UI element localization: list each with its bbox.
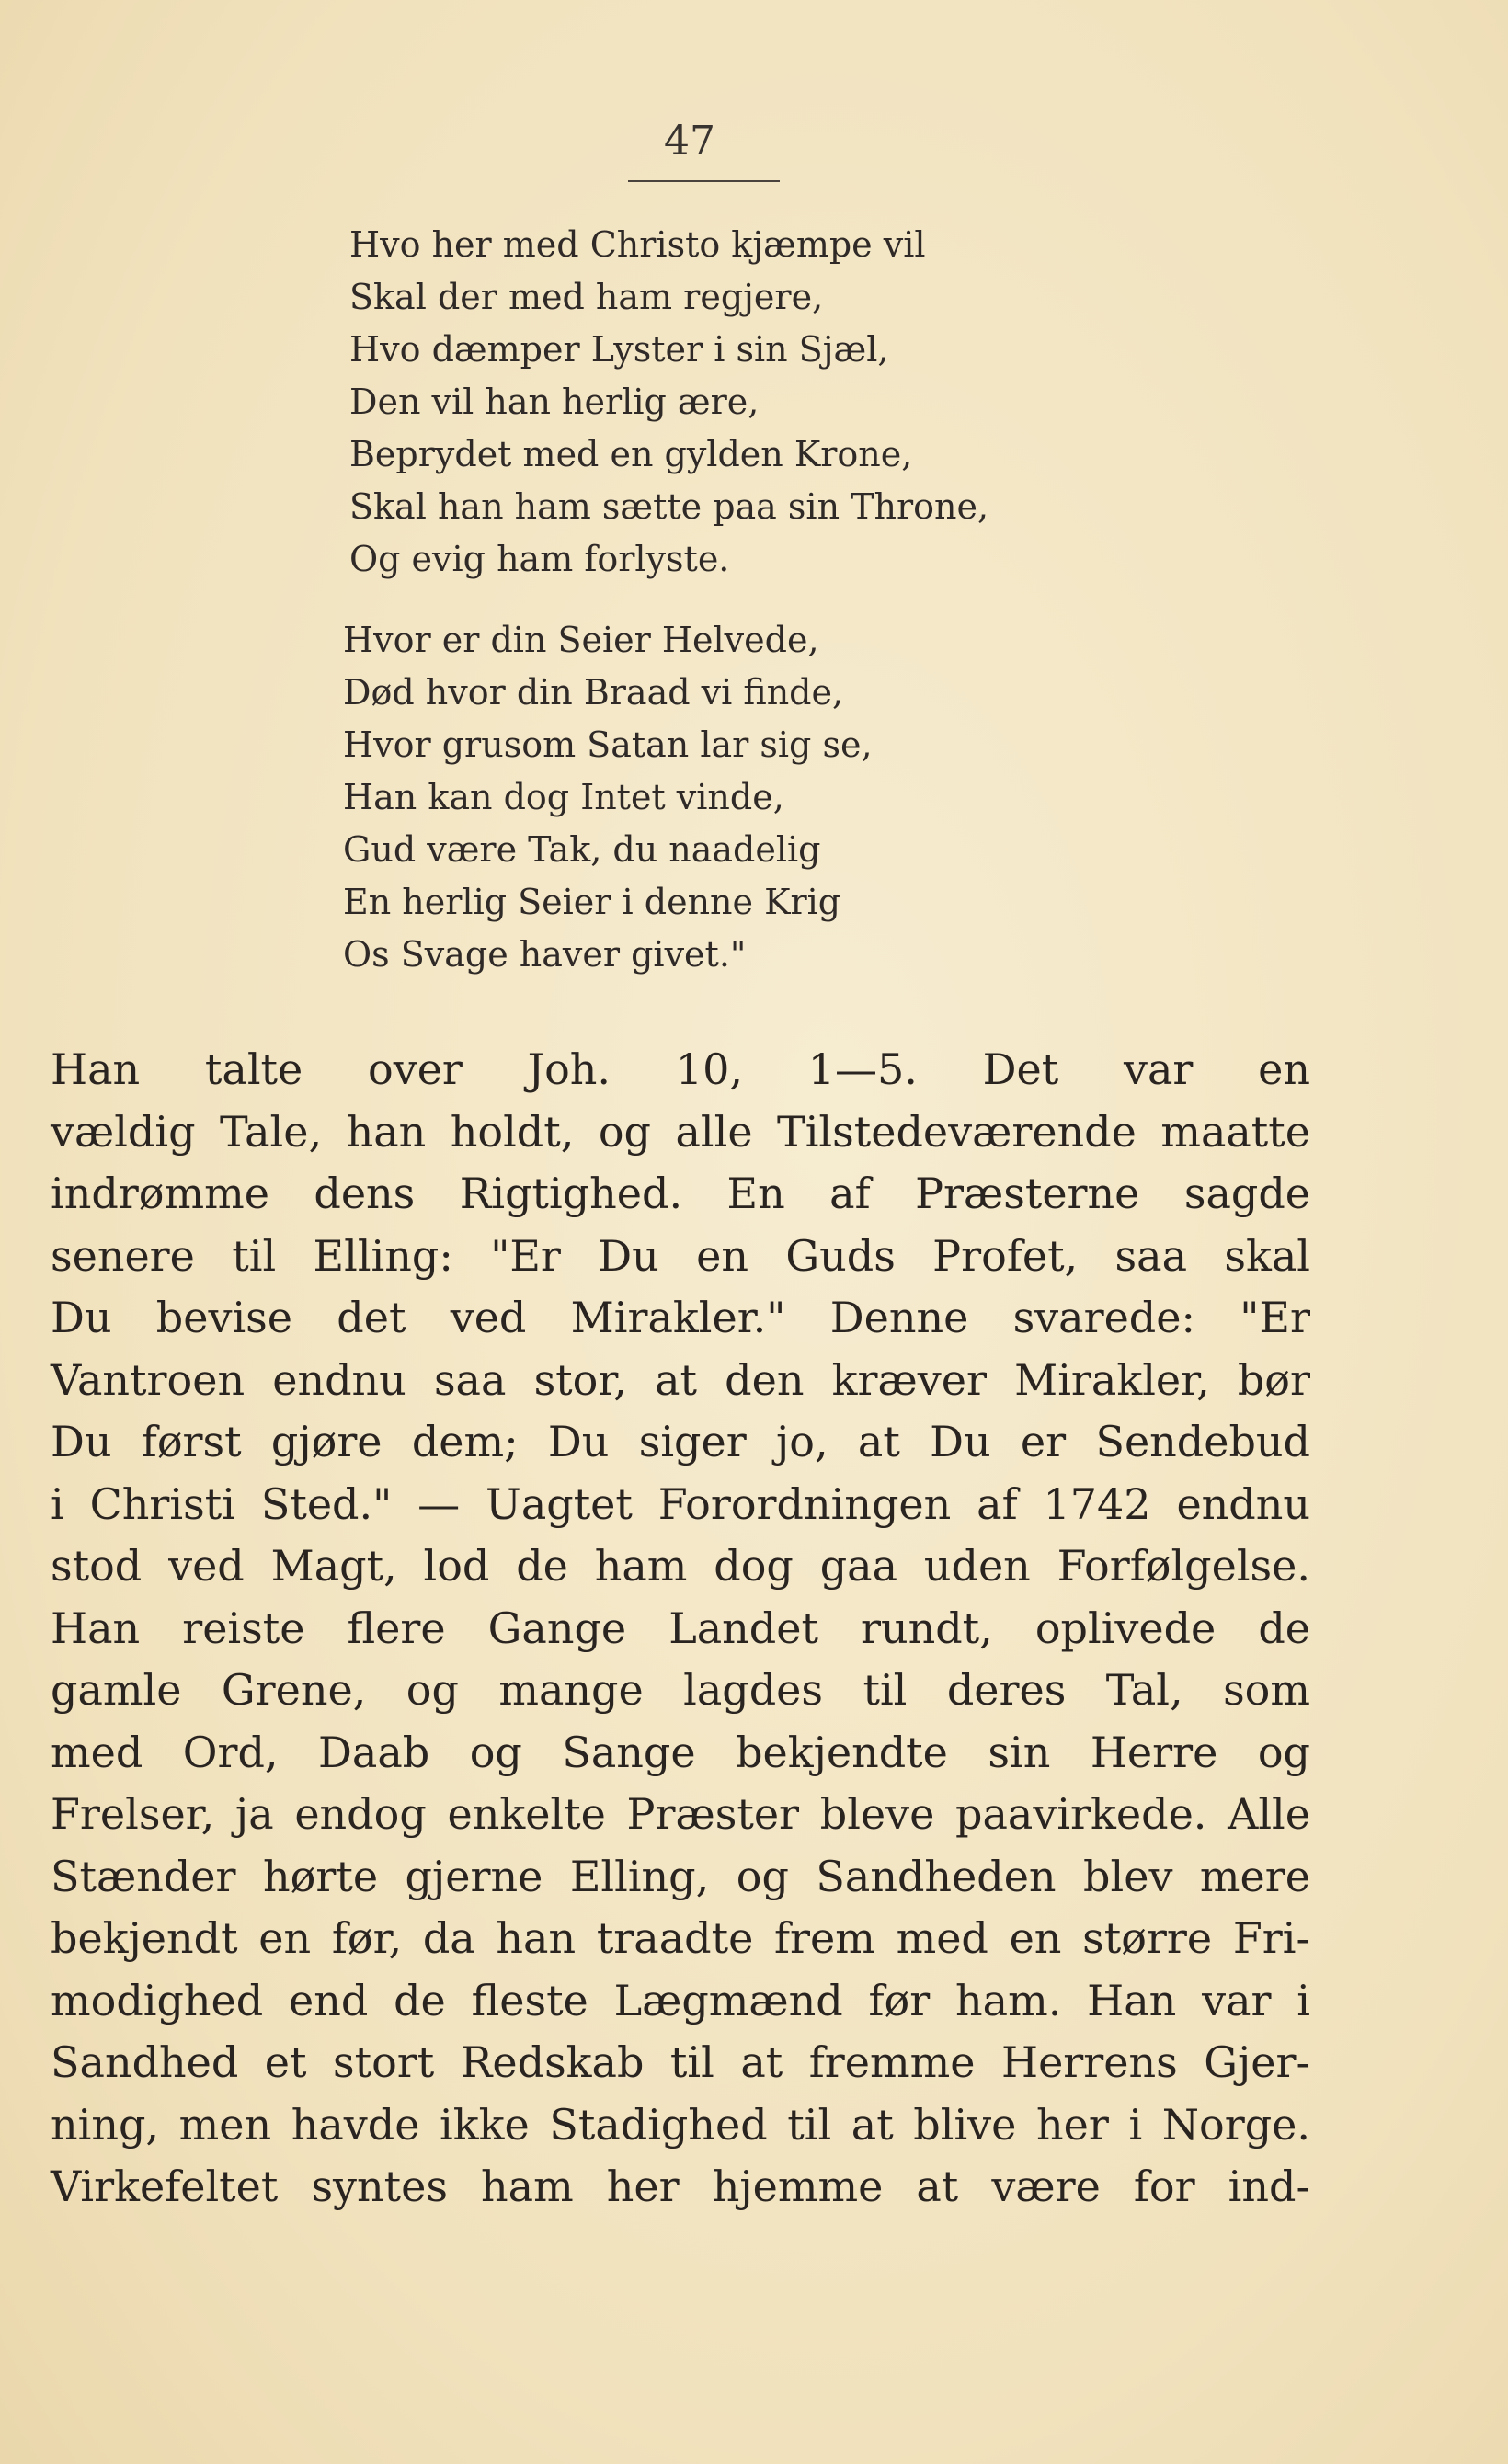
- text-line: stod ved Magt, lod de ham dog gaa uden Forfølgelse.: [51, 1541, 1310, 1591]
- verse-line: Hvor er din Seier Helvede,: [343, 620, 819, 660]
- text-line: Han reiste flere Gange Landet rundt, oplivede de: [51, 1603, 1310, 1653]
- text-line: i Christi Sted." — Uagtet Forordningen af 1742 endnu: [51, 1478, 1310, 1529]
- verse-line: Os Svage haver givet.": [343, 934, 747, 975]
- text-line: Vantroen endnu saa stor, at den kræver Mirakler, bør: [51, 1354, 1310, 1405]
- text-line: modighed end de fleste Lægmænd før ham. Han var i: [51, 1975, 1310, 2025]
- verse-line: Død hvor din Braad vi finde,: [343, 672, 844, 713]
- text-line: ning, men havde ikke Stadighed til at blive her i Norge.: [51, 2099, 1310, 2150]
- hymn-verse-2: [343, 614, 873, 981]
- text-line: indrømme dens Rigtighed. En af Præsterne sagde: [51, 1169, 1310, 1218]
- text-line: gamle Grene, og mange lagdes til deres Tal, som: [51, 1665, 1310, 1715]
- header-rule: [628, 180, 780, 182]
- text-line: Stænder hørte gjerne Elling, og Sandheden blev mere: [51, 1851, 1310, 1901]
- body-paragraph: [51, 1039, 1310, 2219]
- verse-line: Skal han ham sætte paa sin Throne,: [349, 486, 989, 527]
- verse-line: Gud være Tak, du naadelig: [343, 829, 821, 870]
- text-line: Frelser, ja endog enkelte Præster bleve paavirkede. Alle: [51, 1789, 1310, 1839]
- verse-line: Hvor grusom Satan lar sig se,: [343, 724, 873, 765]
- verse-line: Beprydet med en gylden Krone,: [349, 434, 913, 474]
- page-number: 47: [664, 118, 715, 165]
- text-line: senere til Elling: "Er Du en Guds Profet, saa skal: [51, 1230, 1310, 1281]
- text-line: vældig Tale, han holdt, og alle Tilstedeværende maatte: [51, 1106, 1310, 1157]
- verse-line: Han kan dog Intet vinde,: [343, 777, 784, 817]
- text-line: Du først gjøre dem; Du siger jo, at Du er Sendebud: [51, 1417, 1310, 1466]
- text-line: med Ord, Daab og Sange bekjendte sin Herre og: [51, 1727, 1310, 1777]
- text-line: Virkefeltet syntes ham her hjemme at være for ind-: [51, 2162, 1310, 2211]
- verse-line: Skal der med ham regjere,: [349, 277, 824, 317]
- verse-line: Den vil han herlig ære,: [349, 382, 760, 422]
- verse-line: En herlig Seier i denne Krig: [343, 882, 841, 922]
- text-line: Du bevise det ved Mirakler." Denne svarede: "Er: [51, 1293, 1310, 1342]
- hymn-verse-1: [349, 219, 988, 586]
- text-line: bekjendt en før, da han traadte frem med en større Fri-: [51, 1913, 1310, 1963]
- verse-line: Hvo her med Christo kjæmpe vil: [349, 224, 926, 265]
- verse-line: Hvo dæmper Lyster i sin Sjæl,: [349, 329, 889, 370]
- verse-line: Og evig ham forlyste.: [349, 539, 730, 579]
- text-line: Han talte over Joh. 10, 1—5. Det var en: [51, 1044, 1310, 1094]
- text-line: Sandhed et stort Redskab til at fremme Herrens Gjer-: [51, 2037, 1310, 2087]
